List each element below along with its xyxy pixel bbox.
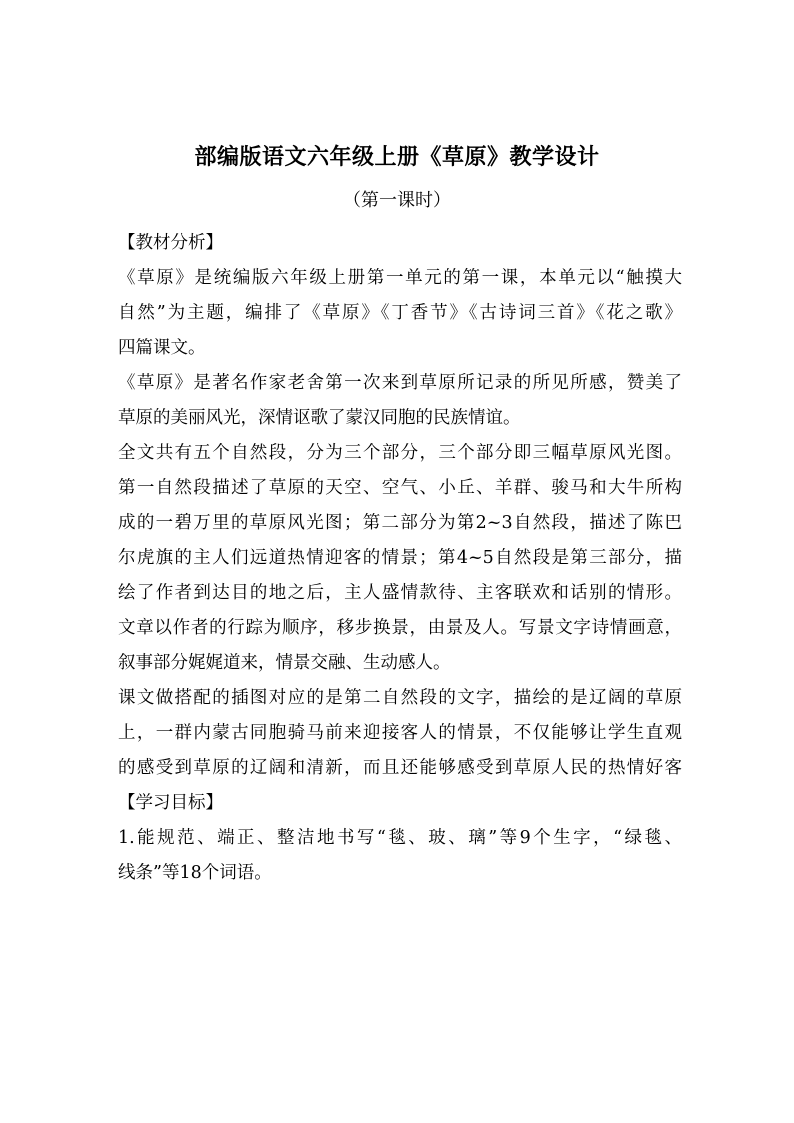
text-line: 四篇课文。 <box>118 338 206 358</box>
section-heading-analysis: 【教材分析】 <box>118 233 223 253</box>
document-title: 部编版语文六年级上册《草原》教学设计 <box>194 145 600 170</box>
text-line: 草原的美丽风光，深情讴歌了蒙汉同胞的民族情谊。 <box>118 408 521 428</box>
section-heading-objectives: 【学习目标】 <box>118 793 223 813</box>
text-line: 的感受到草原的辽阔和清新，而且还能够感受到草原人民的热情好客 <box>118 758 682 778</box>
text-line: 1.能规范、端正、整洁地书写“毯、玻、璃”等9个生字，“绿毯、 <box>118 828 682 848</box>
text-line: 课文做搭配的插图对应的是第二自然段的文字，描绘的是辽阔的草原 <box>118 688 682 708</box>
text-line: 尔虎旗的主人们远道热情迎客的情景；第4~5自然段是第三部分，描 <box>118 548 682 568</box>
text-line: 线条”等18个词语。 <box>118 863 272 883</box>
text-line: 文章以作者的行踪为顺序，移步换景，由景及人。写景文字诗情画意， <box>118 618 682 638</box>
text-line: 全文共有五个自然段，分为三个部分，三个部分即三幅草原风光图。 <box>118 443 682 463</box>
text-line: 《草原》是著名作家老舍第一次来到草原所记录的所见所感，赞美了 <box>118 373 682 393</box>
text-line: 叙事部分娓娓道来，情景交融、生动感人。 <box>118 653 451 673</box>
text-line: 《草原》是统编版六年级上册第一单元的第一课，本单元以“触摸大 <box>118 268 682 288</box>
text-line: 第一自然段描述了草原的天空、空气、小丘、羊群、骏马和大牛所构 <box>118 478 682 498</box>
text-line: 上，一群内蒙古同胞骑马前来迎接客人的情景，不仅能够让学生直观 <box>118 723 682 743</box>
text-line: 自然”为主题，编排了《草原》《丁香节》《古诗词三首》《花之歌》 <box>118 303 682 323</box>
text-line: 成的一碧万里的草原风光图；第二部分为第2~3自然段，描述了陈巴 <box>118 513 682 533</box>
text-line: 绘了作者到达目的地之后，主人盛情款待、主客联欢和话别的情形。 <box>118 583 682 603</box>
document-subtitle: （第一课时） <box>343 190 451 211</box>
document-body <box>118 226 682 891</box>
